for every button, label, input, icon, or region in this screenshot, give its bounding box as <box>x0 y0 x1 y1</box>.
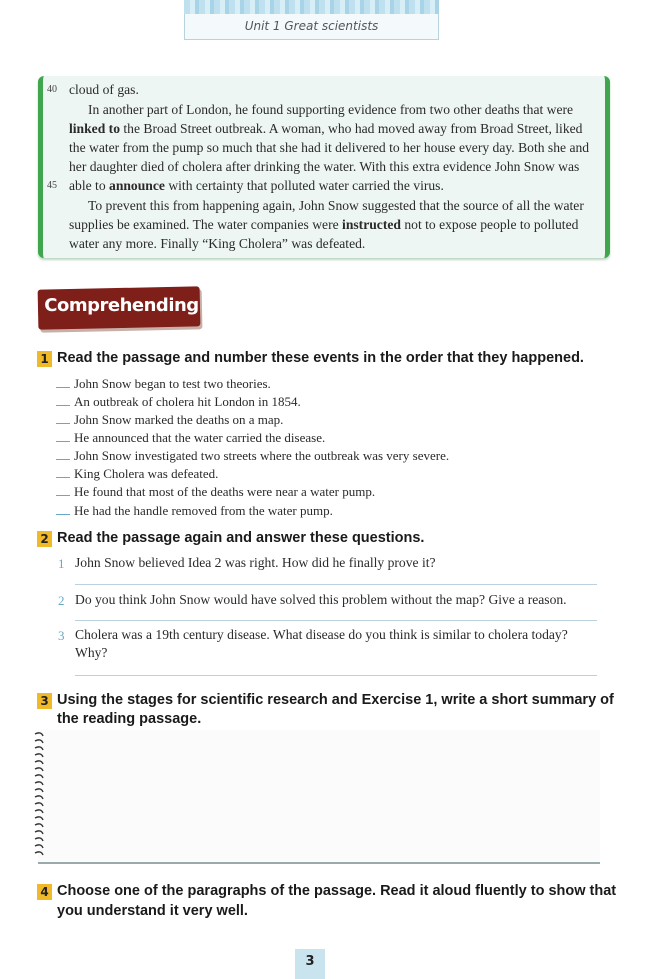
passage-line: cloud of gas. <box>69 82 139 97</box>
exercise-3-instruction-continued: the reading passage. <box>57 711 202 727</box>
exercise-number-badge: 3 <box>37 693 52 709</box>
exercise-4-instruction: Choose one of the paragraphs of the passage. Read it aloud fluently to show that <box>57 883 617 899</box>
exercise-4-instruction-continued: you understand it very well. <box>57 903 248 919</box>
passage-line: supplies be examined. The water companies were instructed not to expose people to polluted <box>69 217 579 232</box>
answer-blank[interactable] <box>56 441 70 442</box>
notebook-spiral-icon <box>33 730 45 860</box>
answer-blank[interactable] <box>56 495 70 496</box>
question-number: 2 <box>58 593 65 608</box>
line-number: 40 <box>47 84 57 95</box>
answer-blank[interactable] <box>56 459 70 460</box>
exercise-number-badge: 4 <box>37 884 52 900</box>
question-number: 1 <box>58 556 65 571</box>
passage-line: To prevent this from happening again, John Snow suggested that the source of all the water <box>88 198 584 213</box>
line-number: 45 <box>47 180 57 191</box>
answer-line[interactable] <box>75 620 597 621</box>
question-text: Do you think John Snow would have solved this problem without the map? Give a reason. <box>75 592 567 607</box>
event-item: An outbreak of cholera hit London in 1854. <box>56 394 301 410</box>
question-number: 3 <box>58 628 65 643</box>
bold-term: instructed <box>342 217 401 232</box>
answer-blank[interactable] <box>56 423 70 424</box>
passage-line: water any more. Finally “King Cholera” was defeated. <box>69 236 366 251</box>
exercise-number-badge: 1 <box>37 351 52 367</box>
unit-title: Unit 1 Great scientists <box>244 19 379 33</box>
event-item: John Snow marked the deaths on a map. <box>56 412 283 428</box>
event-item: John Snow investigated two streets where the outbreak was very severe. <box>56 448 449 464</box>
answer-blank[interactable] <box>56 514 70 515</box>
passage-line: In another part of London, he found supporting evidence from two other deaths that were <box>88 102 574 117</box>
page-number: 3 <box>295 949 325 979</box>
question-text: Cholera was a 19th century disease. What disease do you think is similar to cholera today? <box>75 627 568 642</box>
event-item: He announced that the water carried the disease. <box>56 430 325 446</box>
event-item: He had the handle removed from the water pump. <box>56 503 333 519</box>
answer-blank[interactable] <box>56 405 70 406</box>
bold-term: announce <box>109 178 165 193</box>
event-item: He found that most of the deaths were near a water pump. <box>56 484 375 500</box>
passage-line: her daughter died of cholera after drinking the water. With this extra evidence John Snow was <box>69 159 580 174</box>
summary-writing-area[interactable] <box>38 730 600 864</box>
question-text: John Snow believed Idea 2 was right. How did he finally prove it? <box>75 555 436 570</box>
header-decorative-strip <box>184 0 439 14</box>
question-text-continued: Why? <box>75 645 108 660</box>
passage-line: able to announce with certainty that polluted water carried the virus. <box>69 178 444 193</box>
passage-line: the water from the pump so much that she had it delivered to her house every day. Both she and <box>69 140 590 155</box>
passage-line: linked to the Broad Street outbreak. A woman, who had moved away from Broad Street, liked <box>69 121 583 136</box>
bold-term: linked to <box>69 121 120 136</box>
exercise-1-instruction: Read the passage and number these events in the order that they happened. <box>57 350 584 366</box>
exercise-3-instruction: Using the stages for scientific research and Exercise 1, write a short summary of <box>57 692 614 708</box>
answer-line[interactable] <box>75 584 597 585</box>
event-item: King Cholera was defeated. <box>56 466 218 482</box>
section-title: Comprehending <box>44 295 199 316</box>
answer-blank[interactable] <box>56 387 70 388</box>
answer-blank[interactable] <box>56 477 70 478</box>
exercise-number-badge: 2 <box>37 531 52 547</box>
exercise-2-instruction: Read the passage again and answer these questions. <box>57 530 425 546</box>
answer-line[interactable] <box>75 675 597 676</box>
event-item: John Snow began to test two theories. <box>56 376 271 392</box>
